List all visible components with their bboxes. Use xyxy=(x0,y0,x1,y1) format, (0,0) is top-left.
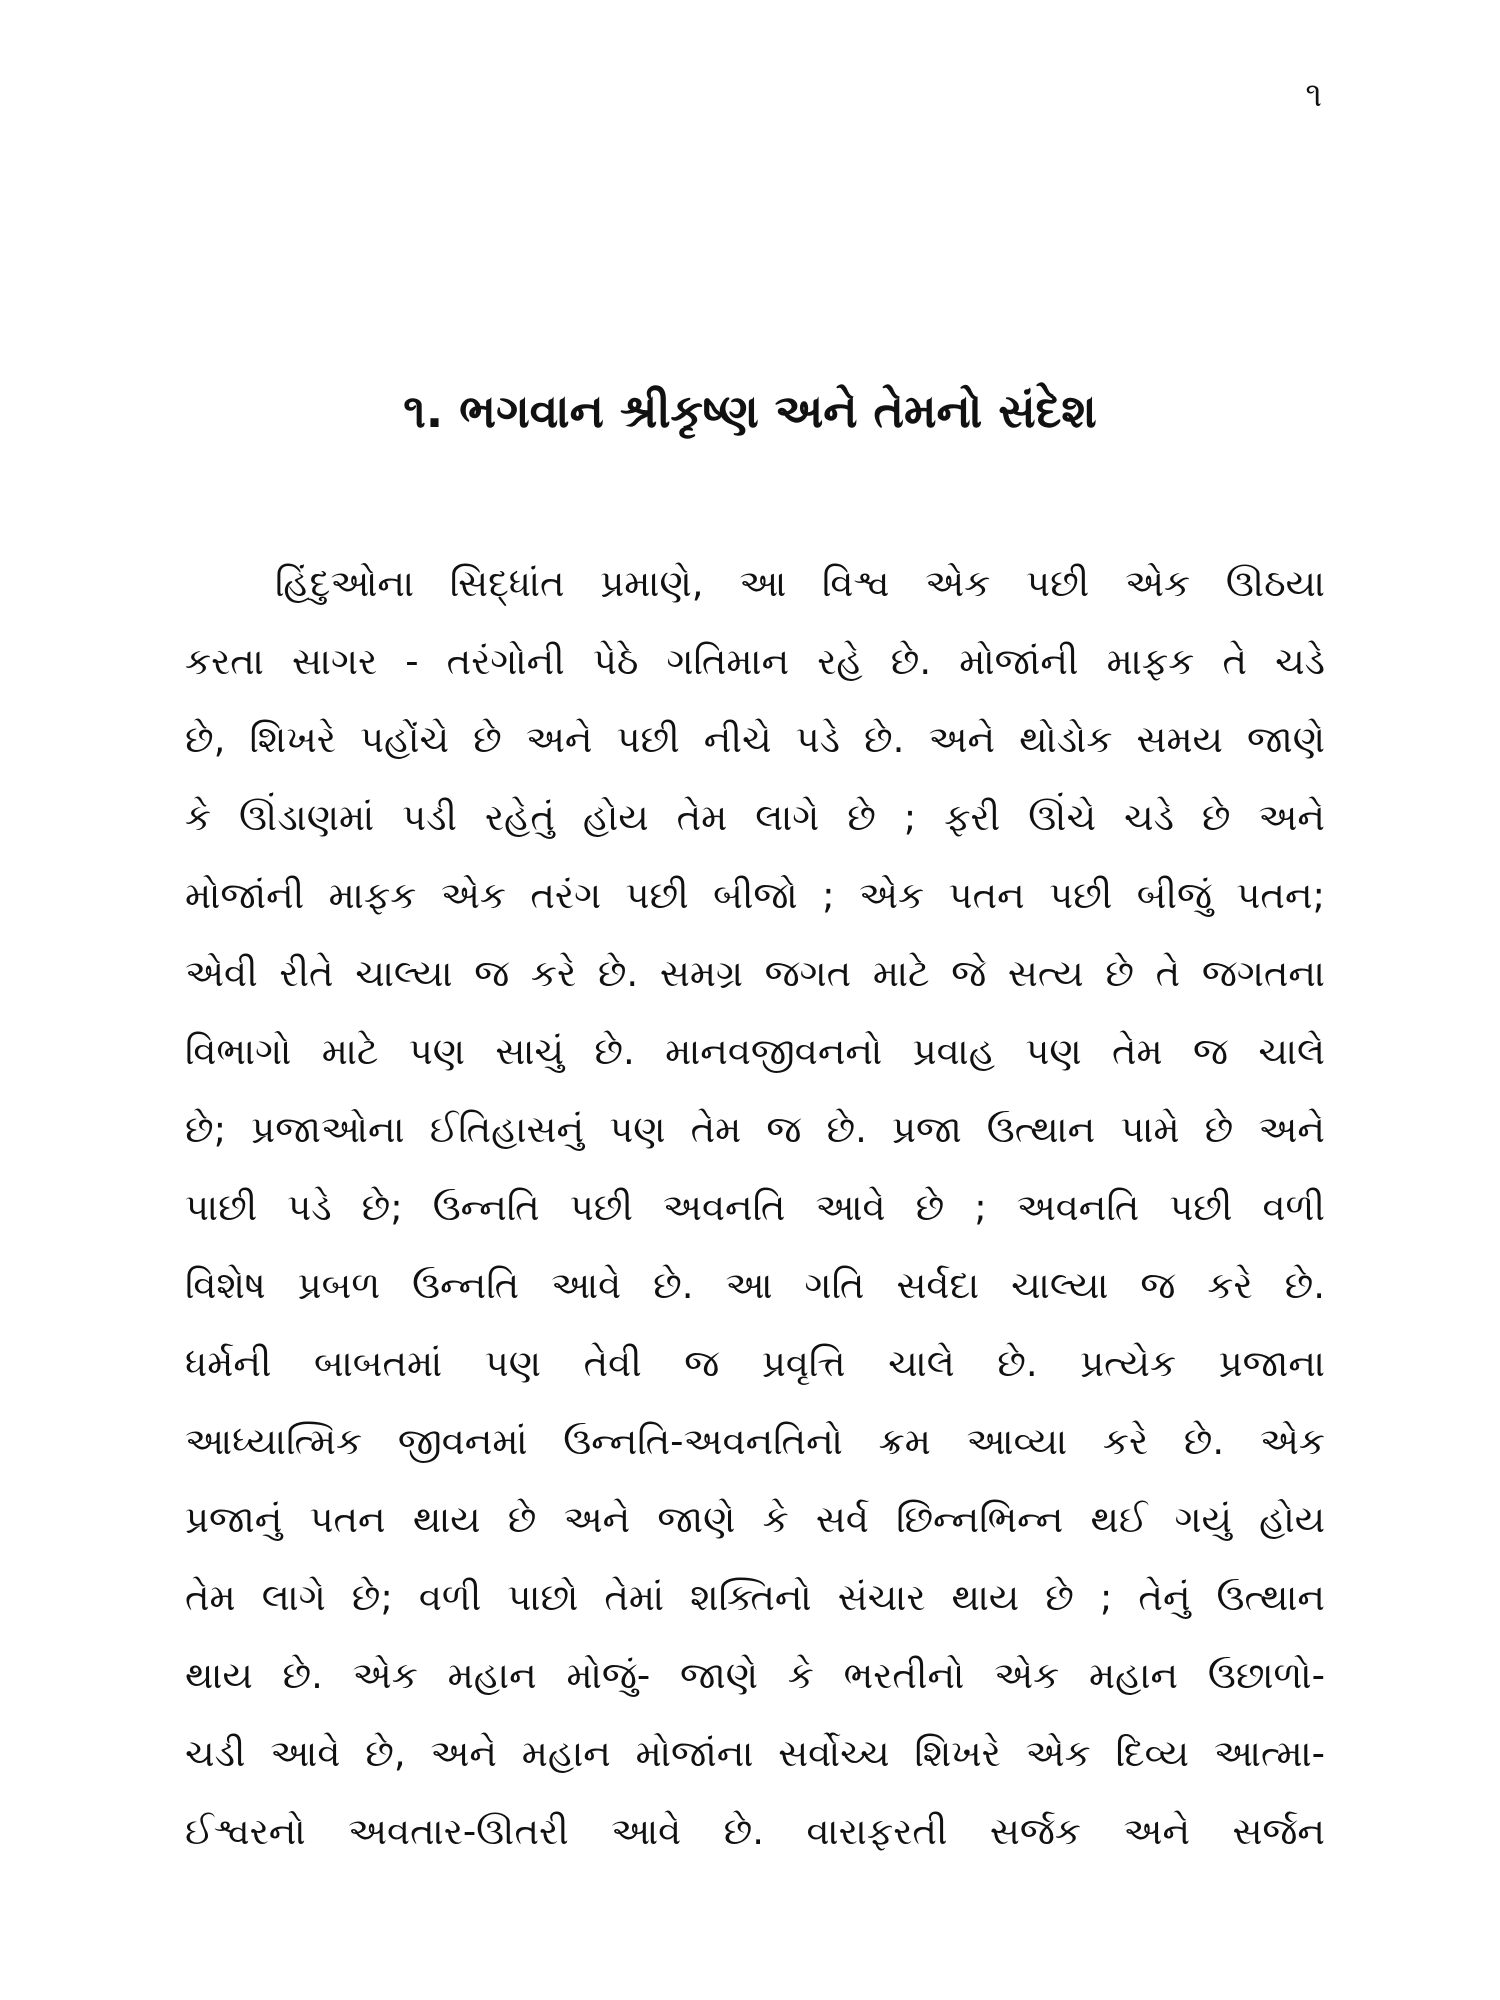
body-line-6: એવી રીતે ચાલ્યા જ કરે છે. સમગ્ર જગત માટે જે સત્ય છે તે જગતના xyxy=(185,952,1325,995)
body-line-16: ચડી આવે છે, અને મહાન મોજાંના સર્વોચ્ચ શિખરે એક દિવ્ય આત્મા- xyxy=(185,1732,1325,1775)
page-number: ૧ xyxy=(1305,75,1322,115)
body-line-14: તેમ લાગે છે; વળી પાછો તેમાં શક્તિનો સંચાર થાય છે ; તેનું ઉત્થાન xyxy=(185,1576,1325,1619)
body-line-9: પાછી પડે છે; ઉન્નતિ પછી અવનતિ આવે છે ; અવનતિ પછી વળી xyxy=(185,1186,1325,1229)
body-line-12: આધ્યાત્મિક જીવનમાં ઉન્નતિ-અવનતિનો ક્રમ આવ્યા કરે છે. એક xyxy=(185,1420,1325,1463)
body-line-13: પ્રજાનું પતન થાય છે અને જાણે કે સર્વ છિન્નભિન્ન થઈ ગયું હોય xyxy=(185,1498,1325,1541)
body-line-8: છે; પ્રજાઓના ઈતિહાસનું પણ તેમ જ છે. પ્રજા ઉત્થાન પામે છે અને xyxy=(185,1108,1325,1151)
chapter-title: ૧. ભગવાન શ્રીકૃષ્ણ અને તેમનો સંદેશ xyxy=(403,384,1097,438)
body-line-10: વિશેષ પ્રબળ ઉન્નતિ આવે છે. આ ગતિ સર્વદા ચાલ્યા જ કરે છે. xyxy=(185,1264,1325,1307)
body-line-1: હિંદુઓના સિદ્ધાંત પ્રમાણે, આ વિશ્વ એક પછી એક ઊઠયા xyxy=(275,562,1325,605)
body-line-7: વિભાગો માટે પણ સાચું છે. માનવજીવનનો પ્રવાહ પણ તેમ જ ચાલે xyxy=(185,1030,1325,1073)
body-line-15: થાય છે. એક મહાન મોજું- જાણે કે ભરતીનો એક મહાન ઉછાળો- xyxy=(185,1654,1325,1697)
body-line-4: કે ઊંડાણમાં પડી રહેતું હોય તેમ લાગે છે ; ફરી ઊંચે ચડે છે અને xyxy=(185,796,1325,839)
body-line-11: ધર્મની બાબતમાં પણ તેવી જ પ્રવૃત્તિ ચાલે છે. પ્રત્યેક પ્રજાના xyxy=(185,1342,1325,1385)
body-line-17: ઈશ્વરનો અવતાર-ઊતરી આવે છે. વારાફરતી સર્જક અને સર્જન xyxy=(185,1810,1325,1853)
body-line-3: છે, શિખરે પહોંચે છે અને પછી નીચે પડે છે. અને થોડોક સમય જાણે xyxy=(185,718,1325,761)
body-line-5: મોજાંની માફક એક તરંગ પછી બીજો ; એક પતન પછી બીજું પતન; xyxy=(185,874,1325,917)
body-line-2: કરતા સાગર - તરંગોની પેઠે ગતિમાન રહે છે. મોજાંની માફક તે ચડે xyxy=(185,640,1325,683)
